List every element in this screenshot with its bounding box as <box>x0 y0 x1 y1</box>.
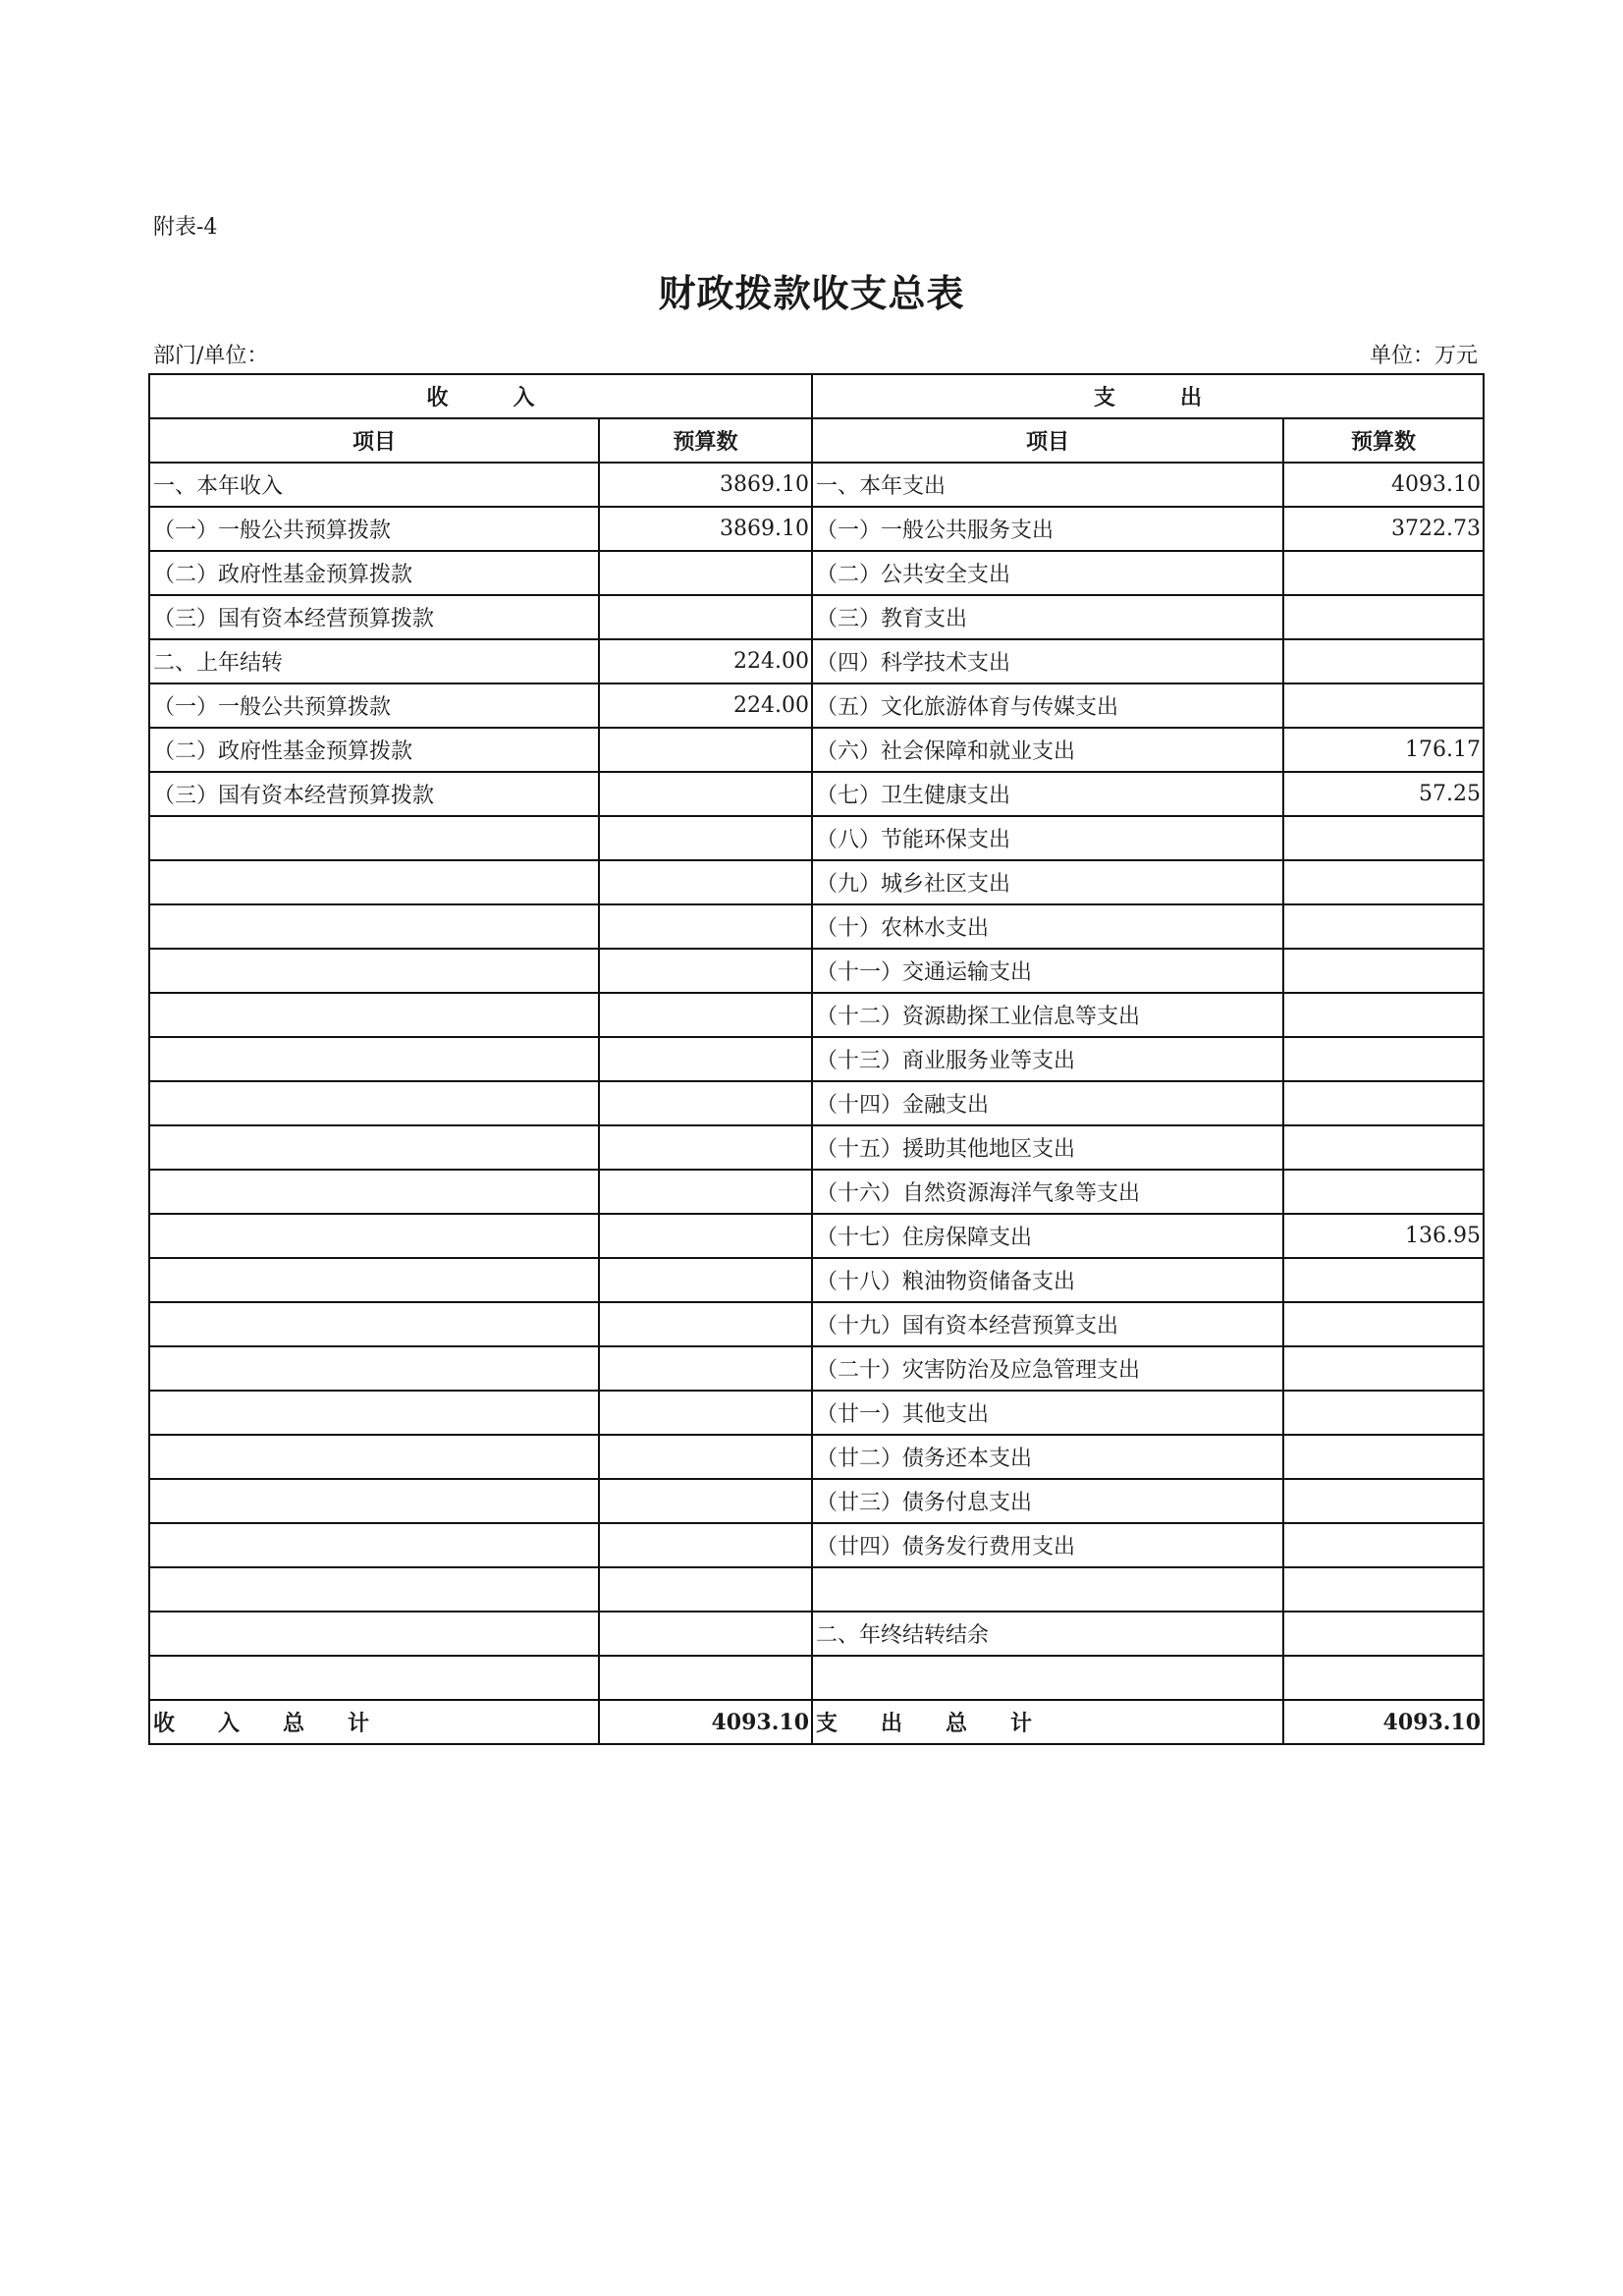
income-total-label: 收 入 总 计 <box>149 1700 599 1744</box>
income-amount-cell <box>599 1037 812 1081</box>
expense-item-cell: （十一）交通运输支出 <box>812 949 1283 993</box>
expense-item-cell: 一、本年支出 <box>812 463 1283 507</box>
expense-amount-cell: 3722.73 <box>1283 507 1484 551</box>
expense-amount-cell <box>1283 1435 1484 1479</box>
expense-amount-cell: 4093.10 <box>1283 463 1484 507</box>
income-item-cell <box>149 1037 599 1081</box>
expense-item-cell: （五）文化旅游体育与传媒支出 <box>812 683 1283 728</box>
expense-item-cell: （十五）援助其他地区支出 <box>812 1125 1283 1170</box>
income-item-cell <box>149 1302 599 1346</box>
income-item-cell: （二）政府性基金预算拨款 <box>149 728 599 772</box>
income-amount-cell <box>599 1479 812 1523</box>
table-row <box>149 1391 1484 1435</box>
expense-item-cell: （廿一）其他支出 <box>812 1391 1283 1435</box>
expense-item-cell: 二、年终结转结余 <box>812 1612 1283 1656</box>
income-amount-cell <box>599 595 812 639</box>
income-amount-cell <box>599 1258 812 1302</box>
expense-item-cell: （六）社会保障和就业支出 <box>812 728 1283 772</box>
expense-amount-cell <box>1283 1125 1484 1170</box>
expense-amount-cell <box>1283 1081 1484 1125</box>
income-item-header: 项目 <box>149 418 599 463</box>
table-row <box>149 1567 1484 1612</box>
income-item-cell <box>149 993 599 1037</box>
expense-item-cell: （廿二）债务还本支出 <box>812 1435 1283 1479</box>
table-row <box>149 1479 1484 1523</box>
page-title: 财政拨款收支总表 <box>658 272 965 315</box>
table-row <box>149 551 1484 595</box>
expense-item-cell: （一）一般公共服务支出 <box>812 507 1283 551</box>
income-item-cell <box>149 1081 599 1125</box>
income-amount-cell: 3869.10 <box>599 463 812 507</box>
table-row <box>149 1435 1484 1479</box>
expense-item-cell: （九）城乡社区支出 <box>812 860 1283 904</box>
income-amount-cell <box>599 993 812 1037</box>
table-row <box>149 595 1484 639</box>
expense-item-header: 项目 <box>812 418 1283 463</box>
table-row <box>149 1037 1484 1081</box>
income-amount-cell <box>599 1523 812 1567</box>
expense-amount-cell: 136.95 <box>1283 1214 1484 1258</box>
income-amount-cell <box>599 728 812 772</box>
income-item-cell <box>149 1391 599 1435</box>
income-item-cell: （三）国有资本经营预算拨款 <box>149 595 599 639</box>
income-amount-cell <box>599 860 812 904</box>
expense-total-label: 支 出 总 计 <box>812 1700 1283 1744</box>
section-header-row <box>149 374 1484 418</box>
expense-amount-cell <box>1283 816 1484 860</box>
expense-item-cell: （十八）粮油物资储备支出 <box>812 1258 1283 1302</box>
expense-item-cell: （三）教育支出 <box>812 595 1283 639</box>
expense-amount-cell <box>1283 595 1484 639</box>
income-item-cell <box>149 1656 599 1700</box>
expense-amount-cell <box>1283 904 1484 949</box>
income-amount-header: 预算数 <box>599 418 812 463</box>
expense-item-cell: （廿三）债务付息支出 <box>812 1479 1283 1523</box>
income-item-cell <box>149 1567 599 1612</box>
expense-amount-cell <box>1283 1258 1484 1302</box>
expense-amount-cell <box>1283 1170 1484 1214</box>
income-amount-cell <box>599 1081 812 1125</box>
total-row <box>149 1700 1484 1744</box>
column-header-row <box>149 418 1484 463</box>
table-row <box>149 1125 1484 1170</box>
department-label: 部门/单位： <box>153 344 269 368</box>
expense-amount-cell <box>1283 1567 1484 1612</box>
income-item-cell <box>149 860 599 904</box>
expense-amount-cell <box>1283 1302 1484 1346</box>
table-row <box>149 728 1484 772</box>
income-amount-cell <box>599 1656 812 1700</box>
expense-amount-cell <box>1283 639 1484 683</box>
income-amount-cell <box>599 949 812 993</box>
income-amount-cell <box>599 1214 812 1258</box>
income-item-cell <box>149 816 599 860</box>
expense-item-cell: （四）科学技术支出 <box>812 639 1283 683</box>
expense-item-cell: （二十）灾害防治及应急管理支出 <box>812 1346 1283 1391</box>
income-amount-cell <box>599 816 812 860</box>
expense-item-cell: （廿四）债务发行费用支出 <box>812 1523 1283 1567</box>
expense-amount-cell <box>1283 949 1484 993</box>
income-item-cell <box>149 1435 599 1479</box>
income-item-cell <box>149 904 599 949</box>
table-row <box>149 1302 1484 1346</box>
table-row <box>149 816 1484 860</box>
expense-amount-cell <box>1283 860 1484 904</box>
income-item-cell <box>149 1612 599 1656</box>
income-amount-cell <box>599 1567 812 1612</box>
table-row <box>149 1523 1484 1567</box>
income-item-cell <box>149 949 599 993</box>
expense-amount-cell <box>1283 993 1484 1037</box>
expense-item-cell: （十七）住房保障支出 <box>812 1214 1283 1258</box>
table-row <box>149 1656 1484 1700</box>
expense-item-cell: （八）节能环保支出 <box>812 816 1283 860</box>
table-row <box>149 1258 1484 1302</box>
income-item-cell: （二）政府性基金预算拨款 <box>149 551 599 595</box>
expense-item-cell <box>812 1656 1283 1700</box>
income-amount-cell: 224.00 <box>599 683 812 728</box>
expense-amount-cell: 57.25 <box>1283 772 1484 816</box>
table-row <box>149 1214 1484 1258</box>
expense-amount-cell <box>1283 1656 1484 1700</box>
table-row <box>149 1346 1484 1391</box>
table-row <box>149 993 1484 1037</box>
income-amount-cell <box>599 772 812 816</box>
income-item-cell <box>149 1125 599 1170</box>
table-row <box>149 1170 1484 1214</box>
expense-item-cell: （十三）商业服务业等支出 <box>812 1037 1283 1081</box>
income-amount-cell: 3869.10 <box>599 507 812 551</box>
income-item-cell <box>149 1523 599 1567</box>
income-item-cell <box>149 1214 599 1258</box>
expense-amount-cell <box>1283 1037 1484 1081</box>
income-total-amount: 4093.10 <box>599 1700 812 1744</box>
expense-amount-cell <box>1283 1391 1484 1435</box>
table-row <box>149 904 1484 949</box>
income-amount-cell <box>599 1612 812 1656</box>
appendix-label: 附表-4 <box>153 215 218 240</box>
expense-amount-cell <box>1283 1523 1484 1567</box>
expense-amount-cell <box>1283 1612 1484 1656</box>
income-amount-cell <box>599 551 812 595</box>
expense-item-cell: （十二）资源勘探工业信息等支出 <box>812 993 1283 1037</box>
expense-amount-header: 预算数 <box>1283 418 1484 463</box>
income-item-cell: （一）一般公共预算拨款 <box>149 507 599 551</box>
income-header: 收 入 <box>149 374 812 418</box>
table-row <box>149 860 1484 904</box>
expense-item-cell: （二）公共安全支出 <box>812 551 1283 595</box>
income-amount-cell <box>599 1435 812 1479</box>
expense-item-cell: （十九）国有资本经营预算支出 <box>812 1302 1283 1346</box>
unit-label: 单位：万元 <box>1369 344 1478 368</box>
expense-item-cell: （十六）自然资源海洋气象等支出 <box>812 1170 1283 1214</box>
table-row <box>149 683 1484 728</box>
table-row <box>149 639 1484 683</box>
income-amount-cell <box>599 904 812 949</box>
expense-item-cell: （十）农林水支出 <box>812 904 1283 949</box>
expense-total-amount: 4093.10 <box>1283 1700 1484 1744</box>
income-amount-cell <box>599 1346 812 1391</box>
budget-summary-table <box>148 373 1485 1745</box>
expense-amount-cell <box>1283 1346 1484 1391</box>
income-amount-cell <box>599 1302 812 1346</box>
income-item-cell: （一）一般公共预算拨款 <box>149 683 599 728</box>
table-row <box>149 1612 1484 1656</box>
income-item-cell <box>149 1346 599 1391</box>
expense-item-cell <box>812 1567 1283 1612</box>
income-item-cell: 二、上年结转 <box>149 639 599 683</box>
expense-amount-cell <box>1283 1479 1484 1523</box>
income-item-cell: 一、本年收入 <box>149 463 599 507</box>
expense-header: 支 出 <box>812 374 1484 418</box>
income-amount-cell <box>599 1170 812 1214</box>
table-row <box>149 507 1484 551</box>
income-amount-cell <box>599 1125 812 1170</box>
income-item-cell: （三）国有资本经营预算拨款 <box>149 772 599 816</box>
expense-item-cell: （十四）金融支出 <box>812 1081 1283 1125</box>
income-amount-cell: 224.00 <box>599 639 812 683</box>
income-item-cell <box>149 1258 599 1302</box>
expense-amount-cell <box>1283 683 1484 728</box>
table-row <box>149 463 1484 507</box>
expense-amount-cell: 176.17 <box>1283 728 1484 772</box>
income-item-cell <box>149 1479 599 1523</box>
expense-item-cell: （七）卫生健康支出 <box>812 772 1283 816</box>
table-row <box>149 949 1484 993</box>
income-item-cell <box>149 1170 599 1214</box>
table-row <box>149 1081 1484 1125</box>
expense-amount-cell <box>1283 551 1484 595</box>
income-amount-cell <box>599 1391 812 1435</box>
table-row <box>149 772 1484 816</box>
